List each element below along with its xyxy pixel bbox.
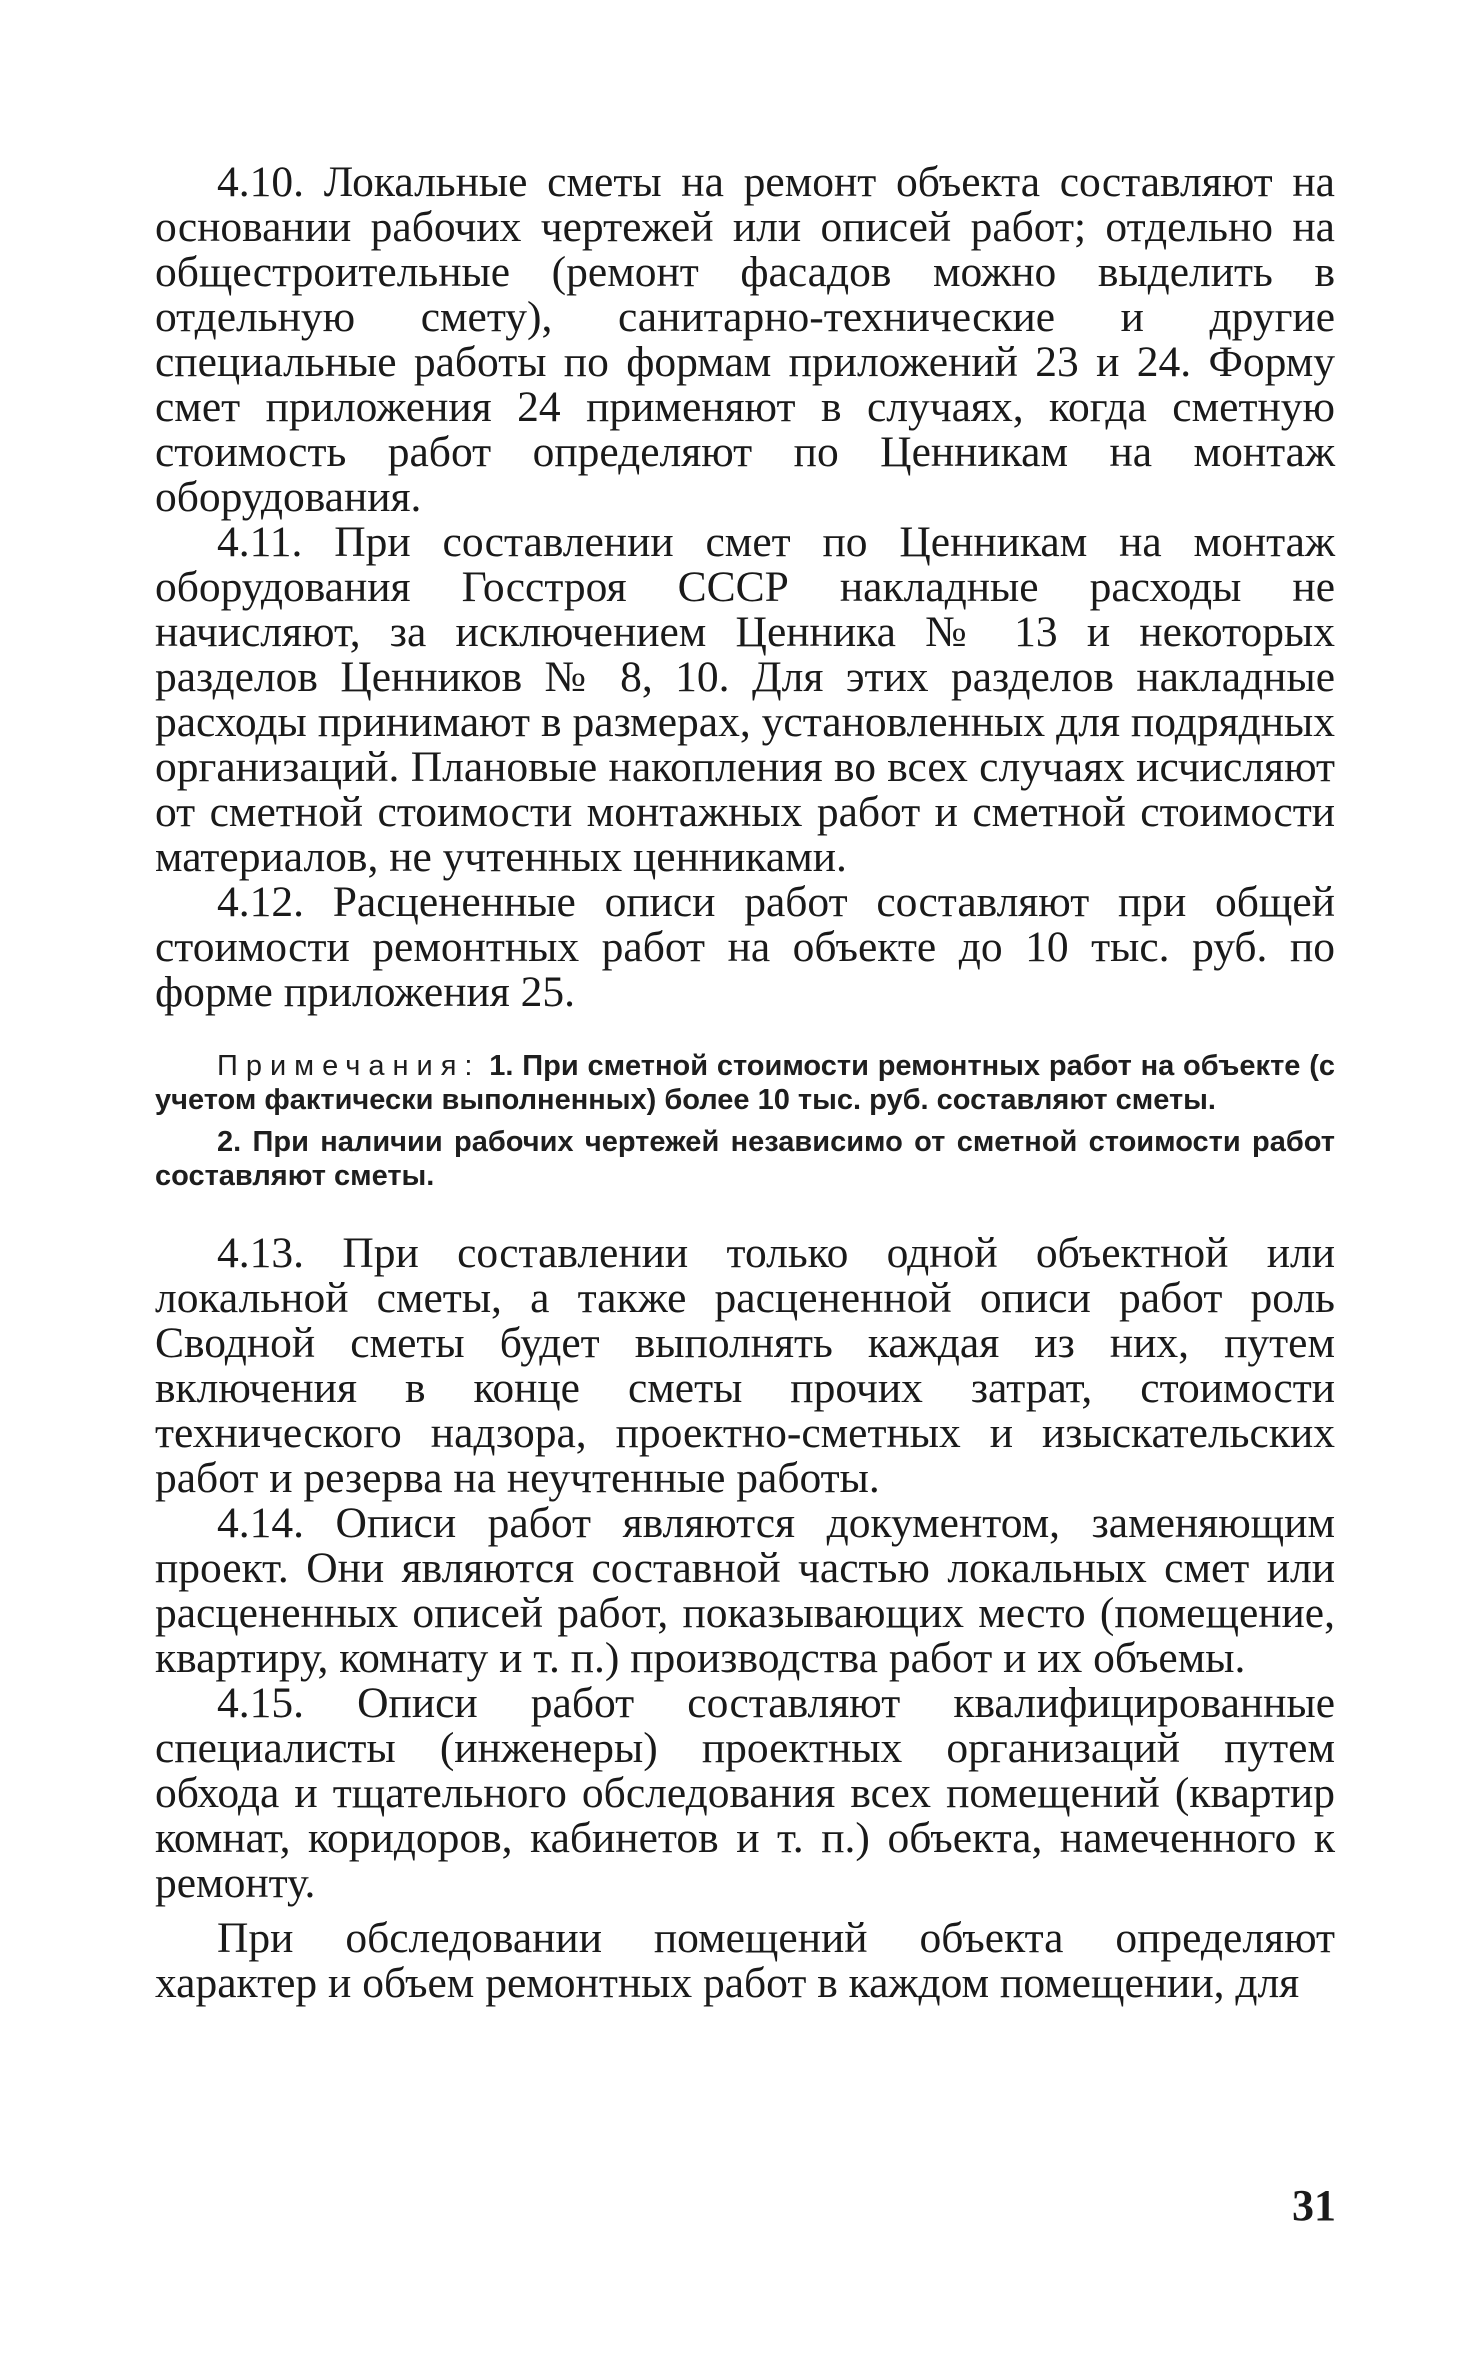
notes-label: Примечания: [217,1050,481,1082]
page-number: 31 [1292,2181,1336,2230]
document-page [155,160,1335,2006]
paragraph-4-15: 4.15. Описи работ составляют квалифицированные специалисты (инженеры) проектных организаций путем обхода и тщательного обследования всех помещений (квартир комнат, коридоров, кабинетов и т. п.) объекта, намеченного к ремонту. [155,1679,1335,1907]
note-2: 2. При наличии рабочих чертежей независимо от сметной стоимости работ составляют сметы. [155,1126,1335,1192]
paragraph-4-12: 4.12. Расцененные описи работ составляют при общей стоимости ремонтных работ на объекте до 10 тыс. руб. по форме приложения 25. [155,878,1335,1016]
note-1 [155,1049,1335,1117]
paragraph-4-14: 4.14. Описи работ являются документом, заменяющим проект. Они являются составной частью локальных смет или расцененных описей работ, показывающих место (помещение, квартиру, комнату и т. п.) производства работ и их объемы. [155,1499,1335,1682]
paragraph-4-10: 4.10. Локальные сметы на ремонт объекта составляют на основании рабочих чертежей или описей работ; отдельно на общестроительные (ремонт фасадов можно выделить в отдельную смету), санитарно-технические и другие специальные работы по формам приложений 23 и 24. Форму смет приложения 24 применяют в случаях, когда сметную стоимость работ определяют по Ценникам на монтаж оборудования. [155,158,1335,521]
notes-block [155,1049,1335,1193]
paragraph-4-11: 4.11. При составлении смет по Ценникам на монтаж оборудования Госстроя СССР накладные расходы не начисляют, за исключением Ценника № 13 и некоторых разделов Ценников № 8, 10. Для этих разделов накладные расходы принимают в размерах, установленных для подрядных организаций. Плановые накопления во всех случаях исчисляют от сметной стоимости монтажных работ и сметной стоимости материалов, не учтенных ценниками. [155,518,1335,881]
note-1-text: 1. При сметной стоимости ремонтных работ на объекте (с учетом фактически выполненных) более 10 тыс. руб. составляют сметы. [155,1050,1335,1116]
paragraph-continuation: При обследовании помещений объекта определяют характер и объем ремонтных работ в каждом помещении, для [155,1914,1335,2007]
paragraph-4-13: 4.13. При составлении только одной объектной или локальной сметы, а также расцененной описи работ роль Сводной сметы будет выполнять каждая из них, путем включения в конце сметы прочих затрат, стоимости технического надзора, проектно-сметных и изыскательских работ и резерва на неучтенные работы. [155,1229,1335,1502]
